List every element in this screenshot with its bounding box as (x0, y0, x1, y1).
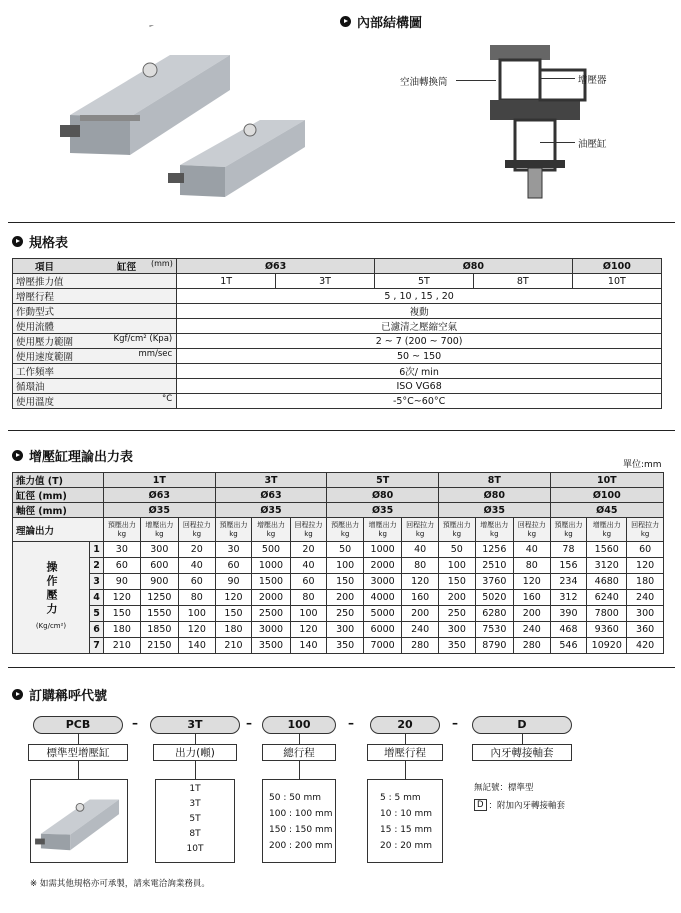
cylinder-thumbnail (30, 779, 128, 863)
spec-header-item (13, 259, 177, 274)
spec-cell: 8T (473, 274, 572, 289)
output-cell: 5000 (363, 606, 401, 622)
output-subhead: 回程拉力 kg (290, 518, 327, 542)
output-cell: 1256 (475, 542, 513, 558)
output-cell: 20 (290, 542, 327, 558)
output-cell: 546 (550, 638, 587, 654)
output-header-label: 軸徑 (mm) (13, 503, 104, 518)
connector (299, 734, 300, 744)
bore-group-100: Ø100 (572, 259, 661, 274)
table-row (13, 606, 664, 622)
structure-title (340, 12, 422, 31)
output-cell: 160 (402, 590, 439, 606)
output-group-thrust: 8T (438, 473, 550, 488)
pressure-index: 3 (90, 574, 104, 590)
output-cell: 360 (627, 622, 664, 638)
output-cell: 20 (178, 542, 215, 558)
spec-cell: 50 ~ 150 (177, 349, 662, 364)
spec-cell: -5°C~60°C (177, 394, 662, 409)
dash: – (348, 716, 354, 730)
name-series: 標準型增壓缸 (28, 744, 128, 761)
output-cell: 156 (550, 558, 587, 574)
output-title (12, 446, 133, 465)
adapter-d-note (474, 799, 565, 811)
spec-row (13, 364, 662, 379)
label-booster: 增壓器 (578, 75, 607, 86)
output-group-shaft: Ø35 (438, 503, 550, 518)
label-text: 使用速度範圍 (16, 352, 74, 363)
output-subhead: 回程拉力 kg (178, 518, 215, 542)
play-bullet-icon (12, 450, 23, 461)
connector (405, 734, 406, 744)
pressure-index: 2 (90, 558, 104, 574)
output-group-thrust: 5T (327, 473, 439, 488)
pressure-index: 5 (90, 606, 104, 622)
spec-cell: 已濾清之壓縮空氣 (177, 319, 662, 334)
output-cell: 4680 (587, 574, 627, 590)
output-cell: 100 (327, 558, 364, 574)
output-cell: 7000 (363, 638, 401, 654)
spec-row-label (13, 304, 177, 319)
thrust-option: 1T (189, 784, 201, 794)
output-cell: 6000 (363, 622, 401, 638)
cylinder-large-image (60, 25, 230, 155)
output-group-shaft: Ø35 (327, 503, 439, 518)
unit-text: °C (162, 394, 173, 404)
output-cell: 60 (290, 574, 327, 590)
output-cell: 3500 (252, 638, 290, 654)
pressure-index: 6 (90, 622, 104, 638)
spec-row-label (13, 274, 177, 289)
connector (78, 761, 79, 779)
side-text: 操作壓力 (45, 560, 58, 617)
output-cell: 1850 (140, 622, 178, 638)
structure-diagram (480, 40, 590, 200)
divider (8, 222, 675, 223)
spec-cell: ISO VG68 (177, 379, 662, 394)
output-cell: 120 (290, 622, 327, 638)
name-thrust: 出力(噸) (153, 744, 237, 761)
boost-option: 15 : 15 mm (380, 825, 433, 835)
label-text: 使用壓力範圍 (16, 337, 74, 348)
spec-row-label (13, 289, 177, 304)
output-cell: 100 (438, 558, 475, 574)
output-cell: 150 (215, 606, 252, 622)
play-bullet-icon (12, 689, 23, 700)
output-cell: 300 (140, 542, 178, 558)
output-cell: 90 (104, 574, 141, 590)
adapter-none-note: 無記號：標準型 (474, 783, 534, 793)
stroke-option: 50 : 50 mm (269, 793, 322, 803)
output-cell: 200 (327, 590, 364, 606)
output-cell: 180 (627, 574, 664, 590)
divider (8, 667, 675, 668)
output-subhead: 預壓出力 kg (550, 518, 587, 542)
output-subhead: 增壓出力 kg (363, 518, 401, 542)
table-row (13, 590, 664, 606)
output-cell: 280 (402, 638, 439, 654)
output-cell: 420 (627, 638, 664, 654)
code-boost: 20 (370, 716, 440, 734)
cylinder-photos (50, 25, 310, 205)
output-cell: 7530 (475, 622, 513, 638)
order-title-text: 訂購稱呼代號 (29, 689, 108, 704)
output-cell: 60 (627, 542, 664, 558)
output-cell: 3760 (475, 574, 513, 590)
order-title (12, 685, 107, 704)
output-cell: 120 (513, 574, 550, 590)
thrust-option: 10T (186, 844, 204, 854)
output-cell: 234 (550, 574, 587, 590)
leader-line (540, 78, 575, 79)
dash: – (132, 716, 138, 730)
spec-cell: 1T (177, 274, 276, 289)
output-cell: 40 (402, 542, 439, 558)
output-group-thrust: 3T (215, 473, 327, 488)
output-cell: 80 (178, 590, 215, 606)
output-cell: 100 (178, 606, 215, 622)
output-group-thrust: 10T (550, 473, 663, 488)
label-air-oil-converter: 空油轉換筒 (400, 77, 448, 88)
stroke-options (262, 779, 336, 863)
unit-note: 單位:mm (623, 460, 662, 470)
output-cell: 500 (252, 542, 290, 558)
label-text: 循環油 (16, 382, 45, 393)
output-cell: 150 (104, 606, 141, 622)
spec-cell: 2 ~ 7 (200 ~ 700) (177, 334, 662, 349)
output-cell: 300 (438, 622, 475, 638)
connector (522, 734, 523, 744)
output-cell: 8790 (475, 638, 513, 654)
spec-row (13, 349, 662, 364)
output-cell: 90 (215, 574, 252, 590)
table-row (13, 638, 664, 654)
output-cell: 300 (627, 606, 664, 622)
bore-label: 缸徑 (117, 262, 137, 273)
theory-label: 理論出力 (13, 518, 104, 542)
output-subhead: 增壓出力 kg (252, 518, 290, 542)
output-cell: 468 (550, 622, 587, 638)
spec-row-label (13, 319, 177, 334)
output-cell: 3120 (587, 558, 627, 574)
code-thrust: 3T (150, 716, 240, 734)
spec-title (12, 232, 68, 251)
footnote: ※ 如需其他規格亦可承製，請來電洽詢業務員。 (30, 879, 210, 889)
name-stroke: 總行程 (262, 744, 336, 761)
label-text: 作動型式 (16, 307, 55, 318)
spec-row (13, 379, 662, 394)
code-stroke: 100 (262, 716, 336, 734)
play-bullet-icon (340, 16, 351, 27)
output-header-label: 缸徑 (mm) (13, 488, 104, 503)
output-cell: 50 (438, 542, 475, 558)
output-cell: 180 (215, 622, 252, 638)
output-cell: 4000 (363, 590, 401, 606)
pressure-index: 4 (90, 590, 104, 606)
output-cell: 9360 (587, 622, 627, 638)
item-label: 項目 (35, 262, 55, 273)
label-text: 增壓行程 (16, 292, 55, 303)
output-group-bore: Ø100 (550, 488, 663, 503)
output-cell: 80 (402, 558, 439, 574)
output-cell: 30 (215, 542, 252, 558)
output-cell: 250 (327, 606, 364, 622)
spec-row (13, 334, 662, 349)
output-cell: 60 (104, 558, 141, 574)
stroke-option: 200 : 200 mm (269, 841, 333, 851)
output-header-row (13, 503, 664, 518)
output-group-shaft: Ø35 (215, 503, 327, 518)
spec-row-label (13, 364, 177, 379)
output-cell: 240 (513, 622, 550, 638)
output-subhead-row (13, 518, 664, 542)
output-cell: 2500 (252, 606, 290, 622)
output-header-row (13, 473, 664, 488)
output-cell: 1550 (140, 606, 178, 622)
output-cell: 50 (327, 542, 364, 558)
output-cell: 1560 (587, 542, 627, 558)
dash: – (452, 716, 458, 730)
bore-group-63: Ø63 (177, 259, 375, 274)
spec-row (13, 274, 662, 289)
output-cell: 80 (513, 558, 550, 574)
output-cell: 210 (215, 638, 252, 654)
divider (8, 430, 675, 431)
code-adapter: D (472, 716, 572, 734)
connector (299, 761, 300, 779)
output-cell: 120 (178, 622, 215, 638)
label-text: 使用溫度 (16, 397, 55, 408)
output-cell: 390 (550, 606, 587, 622)
output-subhead: 增壓出力 kg (587, 518, 627, 542)
thrust-options (155, 779, 235, 863)
output-group-bore: Ø63 (104, 488, 216, 503)
code-series: PCB (33, 716, 123, 734)
table-row (13, 622, 664, 638)
spec-cell: 5T (374, 274, 473, 289)
leader-line (540, 142, 575, 143)
output-subhead: 回程拉力 kg (402, 518, 439, 542)
output-cell: 10920 (587, 638, 627, 654)
output-cell: 200 (438, 590, 475, 606)
structure-title-text: 內部結構圖 (357, 16, 423, 31)
output-group-thrust: 1T (104, 473, 216, 488)
spec-cell: 3T (276, 274, 375, 289)
output-subhead: 回程拉力 kg (627, 518, 664, 542)
table-row (13, 574, 664, 590)
output-cell: 2510 (475, 558, 513, 574)
output-cell: 60 (178, 574, 215, 590)
output-cell: 120 (104, 590, 141, 606)
output-cell: 600 (140, 558, 178, 574)
name-adapter: 內牙轉接軸套 (472, 744, 572, 761)
output-cell: 6240 (587, 590, 627, 606)
output-cell: 150 (327, 574, 364, 590)
connector (78, 734, 79, 744)
boost-options (367, 779, 443, 863)
output-cell: 2150 (140, 638, 178, 654)
output-cell: 350 (327, 638, 364, 654)
connector (195, 761, 196, 779)
output-cell: 900 (140, 574, 178, 590)
output-cell: 350 (438, 638, 475, 654)
table-row (13, 558, 664, 574)
label-text: 使用流體 (16, 322, 55, 333)
output-subhead: 回程拉力 kg (513, 518, 550, 542)
output-cell: 1000 (363, 542, 401, 558)
output-cell: 1500 (252, 574, 290, 590)
spec-row (13, 304, 662, 319)
output-cell: 200 (513, 606, 550, 622)
thrust-option: 8T (189, 829, 201, 839)
play-bullet-icon (12, 236, 23, 247)
output-group-bore: Ø80 (438, 488, 550, 503)
spec-cell: 5 , 10 , 15 , 20 (177, 289, 662, 304)
output-subhead: 預壓出力 kg (104, 518, 141, 542)
output-table (12, 472, 664, 654)
thrust-option: 5T (189, 814, 201, 824)
thrust-option: 3T (189, 799, 201, 809)
spec-row-label (13, 334, 177, 349)
output-cell: 150 (438, 574, 475, 590)
spec-cell: 10T (572, 274, 661, 289)
dash: – (246, 716, 252, 730)
output-cell: 120 (402, 574, 439, 590)
table-row (13, 542, 664, 558)
spec-row (13, 289, 662, 304)
output-subhead: 預壓出力 kg (327, 518, 364, 542)
output-cell: 5020 (475, 590, 513, 606)
output-cell: 3000 (252, 622, 290, 638)
adapter-desc: ：附加內牙轉接軸套 (488, 801, 566, 811)
output-cell: 40 (178, 558, 215, 574)
output-cell: 210 (104, 638, 141, 654)
cylinder-small-image (168, 120, 305, 197)
spec-row-label (13, 379, 177, 394)
output-cell: 40 (290, 558, 327, 574)
spec-row-label (13, 349, 177, 364)
output-group-bore: Ø63 (215, 488, 327, 503)
output-cell: 160 (513, 590, 550, 606)
output-cell: 1250 (140, 590, 178, 606)
output-cell: 100 (290, 606, 327, 622)
spec-row (13, 319, 662, 334)
connector (195, 734, 196, 744)
output-subhead: 增壓出力 kg (475, 518, 513, 542)
label-text: 增壓推力值 (16, 277, 64, 288)
spec-cell: 6次/ min (177, 364, 662, 379)
output-cell: 250 (438, 606, 475, 622)
stroke-option: 150 : 150 mm (269, 825, 333, 835)
output-cell: 80 (290, 590, 327, 606)
boost-option: 5 : 5 mm (380, 793, 421, 803)
output-cell: 2000 (252, 590, 290, 606)
output-cell: 120 (215, 590, 252, 606)
spec-row (13, 394, 662, 409)
leader-line (456, 80, 496, 81)
output-group-bore: Ø80 (327, 488, 439, 503)
label-oil-cylinder: 油壓缸 (578, 139, 607, 150)
output-header-row (13, 488, 664, 503)
operating-pressure-label (13, 542, 90, 654)
output-cell: 6280 (475, 606, 513, 622)
output-cell: 1000 (252, 558, 290, 574)
output-cell: 78 (550, 542, 587, 558)
output-cell: 2000 (363, 558, 401, 574)
spec-header-row (13, 259, 662, 274)
boost-option: 20 : 20 mm (380, 841, 433, 851)
output-group-shaft: Ø45 (550, 503, 663, 518)
pressure-index: 1 (90, 542, 104, 558)
output-cell: 240 (627, 590, 664, 606)
stroke-option: 100 : 100 mm (269, 809, 333, 819)
output-cell: 30 (104, 542, 141, 558)
output-cell: 280 (513, 638, 550, 654)
output-header-label: 推力值 (T) (13, 473, 104, 488)
spec-table (12, 258, 662, 409)
unit-text: mm/sec (138, 349, 173, 359)
output-cell: 7800 (587, 606, 627, 622)
side-unit: (Kg/cm²) (35, 621, 67, 630)
spec-title-text: 規格表 (29, 236, 69, 251)
output-subhead: 增壓出力 kg (140, 518, 178, 542)
output-cell: 240 (402, 622, 439, 638)
adapter-code-box: D (474, 799, 487, 811)
output-cell: 300 (327, 622, 364, 638)
output-cell: 120 (627, 558, 664, 574)
connector (405, 761, 406, 779)
output-cell: 312 (550, 590, 587, 606)
output-cell: 140 (178, 638, 215, 654)
output-cell: 60 (215, 558, 252, 574)
spec-row-label (13, 394, 177, 409)
boost-option: 10 : 10 mm (380, 809, 433, 819)
output-cell: 140 (290, 638, 327, 654)
output-cell: 40 (513, 542, 550, 558)
output-subhead: 預壓出力 kg (215, 518, 252, 542)
output-subhead: 預壓出力 kg (438, 518, 475, 542)
output-cell: 3000 (363, 574, 401, 590)
bore-group-80: Ø80 (374, 259, 572, 274)
output-group-shaft: Ø35 (104, 503, 216, 518)
output-title-text: 增壓缸理論出力表 (29, 450, 134, 465)
label-text: 工作頻率 (16, 367, 55, 378)
unit-text: Kgf/cm² (Kpa) (113, 334, 173, 344)
name-boost: 增壓行程 (367, 744, 443, 761)
output-cell: 200 (402, 606, 439, 622)
pressure-index: 7 (90, 638, 104, 654)
output-cell: 180 (104, 622, 141, 638)
bore-unit: (mm) (151, 259, 173, 268)
spec-cell: 複動 (177, 304, 662, 319)
